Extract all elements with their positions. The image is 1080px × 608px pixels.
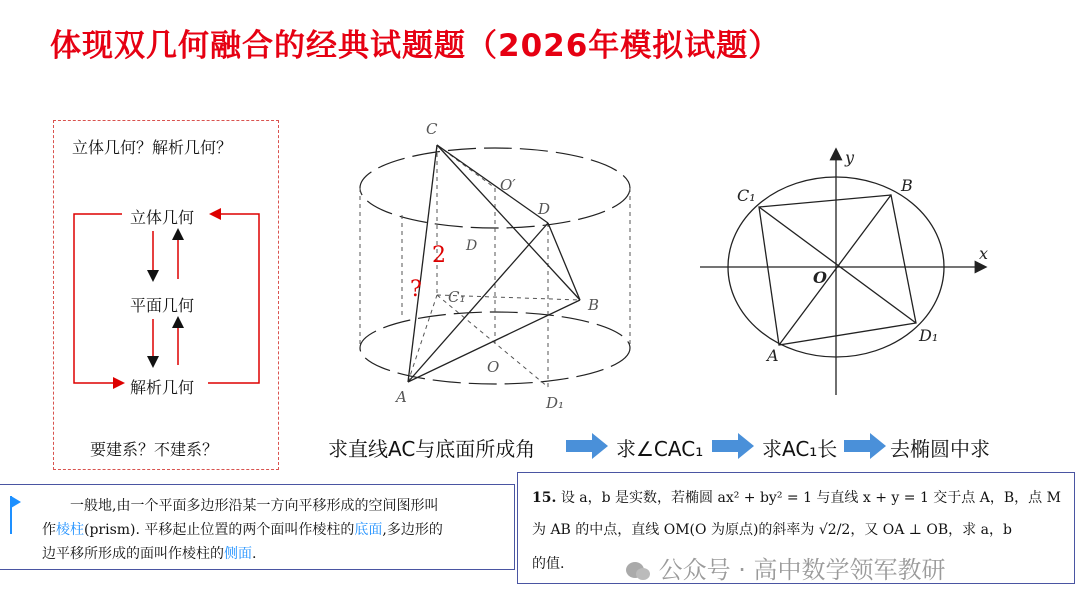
arrow-right-icon xyxy=(566,433,608,459)
axis-y-label: y xyxy=(845,148,855,167)
annotation-two: 2 xyxy=(432,243,446,268)
label-O-prime: O′ xyxy=(500,176,516,194)
textbook-line-2: 作棱柱(prism). 平移起止位置的两个面叫作棱柱的底面,多边形的 xyxy=(42,522,443,538)
problem-line-2: 为 AB 的中点，直线 OM(O 为原点)的斜率为 √2/2，又 OA ⊥ OB，求 a，b xyxy=(532,522,1012,538)
label-C1-2d: C₁ xyxy=(737,186,756,205)
arrow-right-icon xyxy=(712,433,754,459)
annotation-question: ? xyxy=(410,277,422,302)
problem-line-3: 的值. xyxy=(532,556,565,572)
axis-x-label: x xyxy=(979,244,989,263)
wechat-icon xyxy=(625,560,651,582)
concept-plane-geometry: 平面几何 xyxy=(130,296,195,315)
flow-step-4: 去椭圆中求 xyxy=(890,437,990,461)
label-D1: D₁ xyxy=(546,394,565,410)
textbook-excerpt xyxy=(0,484,515,570)
concept-question: 立体几何？解析几何？ xyxy=(72,138,233,157)
label-A: A xyxy=(396,388,407,406)
label-B-2d: B xyxy=(901,176,913,195)
textbook-line-3: 边平移所形成的面叫作棱柱的侧面. xyxy=(42,546,257,562)
watermark: 公众号 · 高中数学领军教研 xyxy=(625,550,946,585)
label-B: B xyxy=(588,296,600,314)
concept-arrows xyxy=(54,121,280,471)
concept-box xyxy=(53,120,279,470)
label-D1-2d: D₁ xyxy=(919,326,939,345)
arrow-right-icon xyxy=(844,433,886,459)
label-C1: C₁ xyxy=(448,288,466,306)
textbook-line-1: 一般地,由一个平面多边形沿某一方向平移形成的空间图形叫 xyxy=(70,498,439,514)
label-O-2d: O xyxy=(813,268,827,287)
flow-step-1: 求直线AC与底面所成角 xyxy=(328,437,536,461)
label-O: O xyxy=(487,358,500,376)
concept-analytic-geometry: 解析几何 xyxy=(130,378,195,397)
page-title: 体现双几何融合的经典试题题（2026年模拟试题） xyxy=(50,28,781,64)
label-D-mid: D xyxy=(466,238,478,254)
label-A-2d: A xyxy=(767,346,779,365)
concept-solid-geometry: 立体几何 xyxy=(130,208,195,227)
flow-step-3: 求AC₁长 xyxy=(762,437,838,461)
problem-line-1: 15. 设 a，b 是实数，若椭圆 ax² + by² = 1 与直线 x + y = 1 交于点 A，B，点 M xyxy=(532,490,1061,506)
cylinder-figure xyxy=(340,110,640,410)
concept-footer: 要建系？不建系？ xyxy=(90,440,219,459)
flow-step-2: 求∠CAC₁ xyxy=(616,437,704,461)
label-D-upper: D xyxy=(538,200,551,218)
label-C: C xyxy=(426,120,438,138)
ellipse-figure xyxy=(695,145,995,405)
